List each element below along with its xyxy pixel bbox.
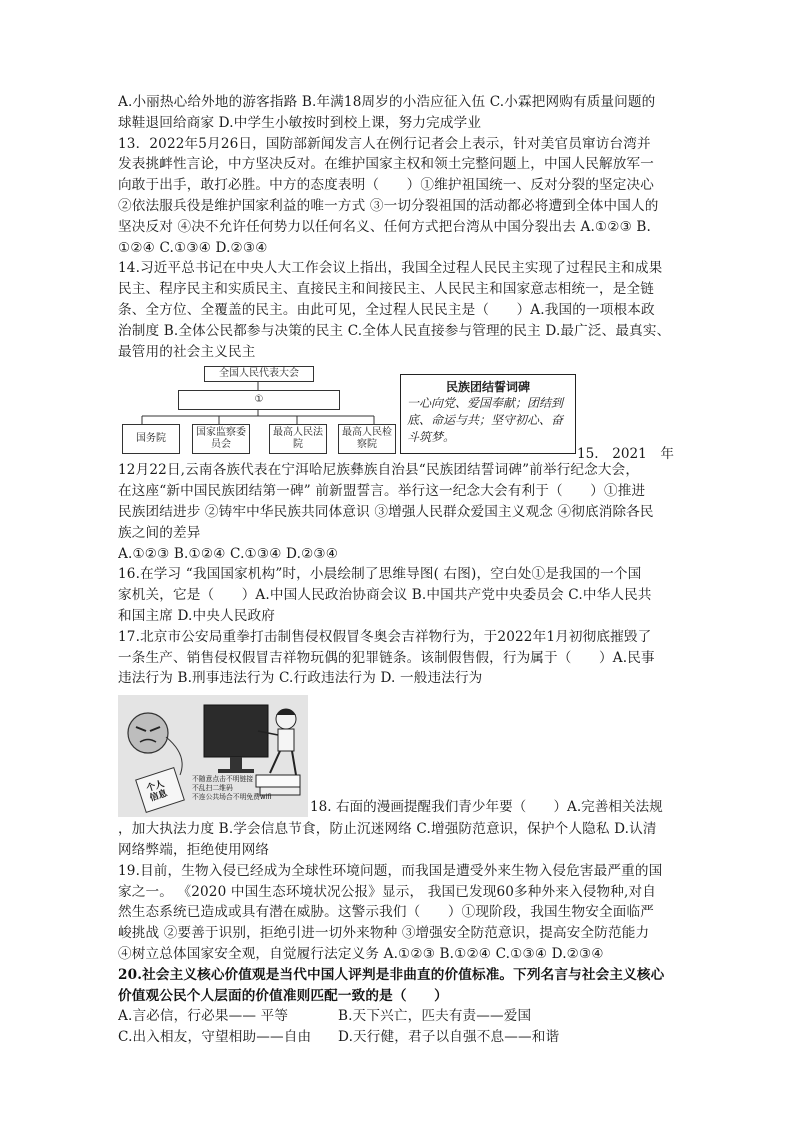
question-15-start: 15. 2021 年 <box>577 446 674 463</box>
text-line: ①②④ C.①③④ D.②③④ <box>118 239 268 256</box>
text-line: 民主、程序民主和实质民主、直接民主和间接民主、人民民主和国家意志相统一，是全链 <box>118 281 655 298</box>
text-line: 发表挑衅性言论，中方坚决反对。在维护国家主权和领土完整问题上，中国人民解放军一 <box>118 156 655 173</box>
text-line: A.小丽热心给外地的游客指路 B.年满18周岁的小浩应征入伍 C.小霖把网购有质量问题的 <box>118 94 656 110</box>
text-line: A.①②③ B.①②④ C.①③④ D.②③④ <box>118 545 339 562</box>
text-line: 和国主席 D.中央人民政府 <box>118 607 275 624</box>
text-line: ②依法服兵役是维护国家利益的唯一方式 ③一切分裂祖国的活动都必将遭到全体中国人的 <box>118 197 659 214</box>
question-block-12-14 <box>118 92 678 362</box>
text-line: 峻挑战 ②要善于识别，拒绝引进一切外来物种 ③增强安全防范意识，提高安全防范能力 <box>118 925 650 942</box>
text-line: 球鞋退回给商家 D.中学生小敏按时到校上课，努力完成学业 <box>118 114 482 131</box>
text-line: ④树立总体国家安全观，自觉履行法定义务 A.①②③ B.①②④ C.①③④ D.②③④ <box>118 945 604 962</box>
text-line: 治制度 B.全体公民都参与决策的民主 C.全体人民直接参与管理的民主 D.最广泛、最真实、 <box>118 322 671 339</box>
text-line: 族之间的差异 <box>118 524 201 541</box>
stele-text: 一心向党、爱国奉献；团结到底、命运与共；坚守初心、奋斗筑梦。 <box>407 396 564 445</box>
caption-line: 不连公共场合不明免费wifi <box>192 793 272 802</box>
stele-title: 民族团结誓词碑 <box>445 380 530 395</box>
node-npc: 全国人民代表大会 <box>204 366 314 382</box>
text-line: 19.目前，生物入侵已经成为全球性环境问题，而我国是遭受外来生物入侵危害最严重的国 <box>118 862 663 879</box>
text-line: 在这座“新中国民族团结第一碑” 前新盟誓言。举行这一纪念大会有利于（ ）①推进 <box>118 483 646 500</box>
unity-oath-stele-box <box>400 374 576 454</box>
text-line: 17.北京市公安局重拳打击制售侵权假冒冬奥会吉祥物行为，于2022年1月初彻底摧毁了 <box>118 628 652 645</box>
node-supreme-procuratorate: 最高人民检察院 <box>338 424 396 454</box>
text-line: 网络弊端，拒绝使用网络 <box>118 841 270 858</box>
node-supreme-court: 最高人民法院 <box>269 424 327 454</box>
node-supervisory-commission: 国家监察委员会 <box>192 424 250 454</box>
option-c: C.出入相友，守望相助——自由 <box>118 1029 312 1046</box>
option-a: A.言必信，行必果—— 平等 <box>118 1008 289 1025</box>
option-b: B.天下兴亡，匹夫有责——爱国 <box>338 1008 532 1025</box>
text-line: 最管用的社会主义民主 <box>118 343 256 360</box>
text-line: 家机关，它是（ ）A.中国人民政治协商会议 B.中国共产党中央委员会 C.中华人民共 <box>118 587 652 604</box>
figure-row <box>118 364 678 463</box>
text-line: 12月22日,云南各族代表在宁洱哈尼族彝族自治县“民族团结誓词碑”前举行纪念大会， <box>118 462 640 479</box>
q20-options-row-1 <box>118 1006 678 1027</box>
text-line: 16.在学习 “我国国家机构”时，小晨绘制了思维导图( 右图)，空白处①是我国的一个国 <box>118 566 642 583</box>
text-line: 13．2022年5月26日，国防部新闻发言人在例行记者会上表示，针对美官员窜访台湾并 <box>118 135 651 152</box>
text-line: 违法行为 B.刑事违法行为 C.行政违法行为 D. 一般违法行为 <box>118 670 483 687</box>
text-line: ，加大执法力度 B.学会信息节食，防止沉迷网络 C.增强防范意识，保护个人隐私 D.认清 <box>118 821 657 838</box>
cartoon-row <box>118 695 678 819</box>
option-d: D.天行健，君子以自强不息——和谐 <box>338 1029 560 1046</box>
info-card-label: 个人信息 <box>145 779 169 805</box>
text-line: 民族团结进步 ②铸牢中华民族共同体意识 ③增强人民群众爱国主义观念 ④彻底消除各民 <box>118 503 654 520</box>
question-18-start: 18. 右面的漫画提醒我们青少年要（ ）A.完善相关法规 <box>310 799 663 816</box>
privacy-cartoon <box>118 695 308 817</box>
question-block-15-17 <box>118 460 678 689</box>
text-line: 14.习近平总书记在中央人大工作会议上指出，我国全过程人民民主实现了过程民主和成果 <box>118 260 663 277</box>
text-line: 向敢于出手，敢打必胜。中方的态度表明（ ）①维护祖国统一、反对分裂的坚定决心 <box>118 177 655 194</box>
text-line: 家之一。 《2020 中国生态环境状况公报》显示， 我国已发现60多种外来入侵物种,对自 <box>118 883 656 900</box>
text-line: 坚决反对 ④决不允许任何势力以任何名义、任何方式把台湾从中国分裂出去 A.①②③ B. <box>118 218 652 235</box>
q20-options-row-2 <box>118 1027 678 1048</box>
node-blank-1: ① <box>178 390 340 410</box>
caption-line: 不随意点击不明链接 <box>192 775 254 784</box>
caption-line: 不乱扫二维码 <box>192 784 233 793</box>
text-line: 价值观公民个人层面的价值准则匹配一致的是（ ） <box>118 987 448 1004</box>
state-organs-mind-map <box>122 366 394 456</box>
text-line: 条、全方位、全覆盖的民主。由此可见，全过程人民民主是（ ）A.我国的一项根本政 <box>118 301 655 318</box>
node-state-council: 国务院 <box>122 424 180 454</box>
text-line: 然生态系统已造成或具有潜在威胁。这警示我们（ ）①现阶段，我国生物安全面临严 <box>118 904 655 921</box>
cartoon-caption <box>192 775 272 802</box>
question-block-18-20 <box>118 819 678 1048</box>
text-line: 一条生产、销售侵权假冒吉祥物玩偶的犯罪链条。该制假售假，行为属于（ ）A.民事 <box>118 649 655 666</box>
exam-page <box>118 92 678 1048</box>
text-line: 20.社会主义核心价值观是当代中国人评判是非曲直的价值标准。下列名言与社会主义核心 <box>118 966 665 983</box>
